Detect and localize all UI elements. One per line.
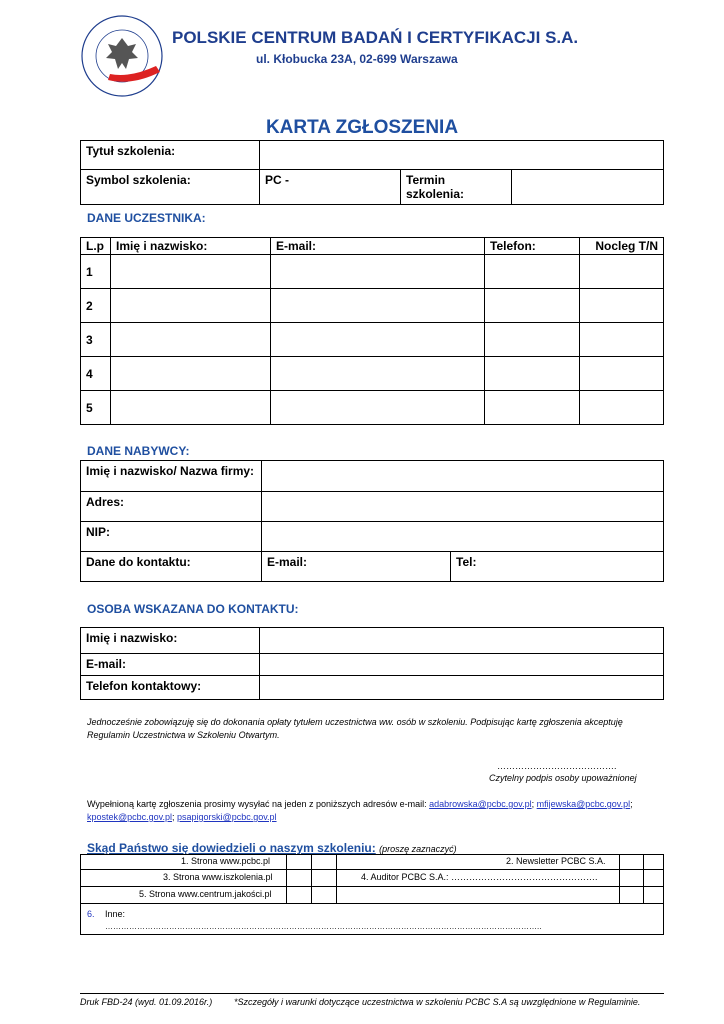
contact-phone-label: Telefon kontaktowy: [81, 676, 260, 700]
send-info: Wypełnioną kartę zgłoszenia prosimy wysyłać na jeden z poniższych adresów e-mail: adabrowska@pcbc.gov.pl; mfijewska@pcbc.gov.pl; kpostek@pcbc.gov.pl; psapigorski@pcbc.gov.pl [87, 799, 633, 822]
participant-email-field[interactable] [271, 357, 485, 391]
participant-phone-field[interactable] [485, 255, 580, 289]
contact-name-label: Imię i nazwisko: [81, 628, 260, 654]
buyer-table [80, 460, 664, 582]
participant-email-field[interactable] [271, 323, 485, 357]
buyer-name-label: Imię i nazwisko/ Nazwa firmy: [81, 461, 262, 492]
contact-section-title: OSOBA WSKAZANA DO KONTAKTU: [87, 602, 299, 616]
source-option-6-label: Inne: [105, 909, 126, 919]
row-number: 5 [81, 391, 111, 425]
company-address: ul. Kłobucka 23A, 02-699 Warszawa [256, 52, 458, 66]
buyer-contact-label: Dane do kontaktu: [81, 552, 262, 582]
table-row [81, 255, 664, 289]
source-question-text: Skąd Państwo się dowiedzieli o naszym szkoleniu: [87, 841, 376, 855]
row-number: 2 [81, 289, 111, 323]
table-row [81, 391, 664, 425]
participant-lodging-field[interactable] [580, 255, 664, 289]
participant-name-field[interactable] [111, 289, 271, 323]
training-term-label: Termin szkolenia: [401, 170, 512, 205]
table-row [81, 289, 664, 323]
company-logo [80, 14, 164, 98]
source-checkbox-5[interactable] [287, 887, 311, 903]
participant-phone-field[interactable] [485, 357, 580, 391]
page-title: KARTA ZGŁOSZENIA [265, 117, 459, 138]
col-header-name: Imię i nazwisko: [111, 238, 271, 255]
source-other-field[interactable]: ……………………………………………………………………………………………………………………………………………….. [105, 922, 542, 931]
source-options [80, 854, 664, 935]
company-name: POLSKIE CENTRUM BADAŃ I CERTYFIKACJI S.A. [172, 28, 579, 47]
participants-section-title: DANE UCZESTNIKA: [87, 211, 206, 225]
source-option-3: 3. Strona www.iszkolenia.pl [163, 872, 273, 882]
email-link[interactable]: mfijewska@pcbc.gov.pl [536, 799, 631, 809]
buyer-nip-field[interactable] [262, 522, 664, 552]
footer-note: *Szczegóły i warunki dotyczące uczestnictwa w szkoleniu PCBC S.A są uwzględnione w Regulaminie. [234, 997, 641, 1007]
training-symbol-field[interactable]: PC - [260, 170, 401, 205]
signature-label: Czytelny podpis osoby upoważnionej [489, 773, 637, 783]
source-checkbox-2[interactable] [620, 856, 643, 869]
participant-email-field[interactable] [271, 289, 485, 323]
signature-line: …………………………………. [497, 761, 617, 771]
participant-name-field[interactable] [111, 255, 271, 289]
source-option-5: 5. Strona www.centrum.jakości.pl [139, 889, 272, 899]
email-link[interactable]: adabrowska@pcbc.gov.pl [429, 799, 532, 809]
source-option-4: 4. Auditor PCBC S.A.: …………………………………………. [361, 872, 598, 882]
participants-table [80, 237, 664, 425]
email-link[interactable]: psapigorski@pcbc.gov.pl [177, 812, 277, 822]
row-number: 4 [81, 357, 111, 391]
col-header-lodging: Nocleg T/N [580, 238, 664, 255]
training-title-label: Tytuł szkolenia: [81, 141, 260, 170]
buyer-nip-label: NIP: [81, 522, 262, 552]
source-checkbox-4[interactable] [620, 870, 643, 886]
participant-phone-field[interactable] [485, 289, 580, 323]
col-header-phone: Telefon: [485, 238, 580, 255]
buyer-tel-field[interactable]: Tel: [451, 552, 664, 582]
col-header-email: E-mail: [271, 238, 485, 255]
source-option-6-number: 6. [87, 909, 95, 919]
declaration-text: Jednocześnie zobowiązuję się do dokonania opłaty tytułem uczestnictwa ww. osób w szkoleniu. Podpisując kartę zgłoszenia akceptuję Regulamin Uczestnictwa w Szkoleniu Otwartym. [87, 717, 623, 740]
source-checkbox-3[interactable] [287, 870, 311, 886]
buyer-name-field[interactable] [262, 461, 664, 492]
participant-email-field[interactable] [271, 255, 485, 289]
participant-phone-field[interactable] [485, 391, 580, 425]
buyer-email-field[interactable]: E-mail: [262, 552, 451, 582]
contact-table [80, 627, 664, 700]
participant-email-field[interactable] [271, 391, 485, 425]
participant-name-field[interactable] [111, 391, 271, 425]
send-info-text: Wypełnioną kartę zgłoszenia prosimy wysyłać na jeden z poniższych adresów e-mail: [87, 799, 427, 809]
row-number: 3 [81, 323, 111, 357]
training-term-field[interactable] [512, 170, 664, 205]
participant-lodging-field[interactable] [580, 289, 664, 323]
source-checkbox-1[interactable] [287, 856, 311, 869]
buyer-section-title: DANE NABYWCY: [87, 444, 190, 458]
participant-lodging-field[interactable] [580, 357, 664, 391]
buyer-address-field[interactable] [262, 492, 664, 522]
training-title-field[interactable] [260, 141, 664, 170]
source-question [87, 841, 457, 855]
source-option-1: 1. Strona www.pcbc.pl [181, 856, 271, 866]
participant-lodging-field[interactable] [580, 391, 664, 425]
contact-email-label: E-mail: [81, 654, 260, 676]
table-row [81, 323, 664, 357]
buyer-address-label: Adres: [81, 492, 262, 522]
col-header-lp: L.p [81, 238, 111, 255]
training-symbol-label: Symbol szkolenia: [81, 170, 260, 205]
table-row [81, 357, 664, 391]
contact-phone-field[interactable] [260, 676, 664, 700]
participant-name-field[interactable] [111, 357, 271, 391]
row-number: 1 [81, 255, 111, 289]
participant-name-field[interactable] [111, 323, 271, 357]
source-hint: (proszę zaznaczyć) [379, 844, 457, 854]
participant-phone-field[interactable] [485, 323, 580, 357]
contact-email-field[interactable] [260, 654, 664, 676]
source-option-2: 2. Newsletter PCBC S.A. [506, 856, 606, 866]
footer-form-id: Druk FBD-24 (wyd. 01.09.2016r.) [80, 997, 213, 1007]
contact-name-field[interactable] [260, 628, 664, 654]
email-link[interactable]: kpostek@pcbc.gov.pl [87, 812, 173, 822]
participant-lodging-field[interactable] [580, 323, 664, 357]
training-table [80, 140, 664, 205]
